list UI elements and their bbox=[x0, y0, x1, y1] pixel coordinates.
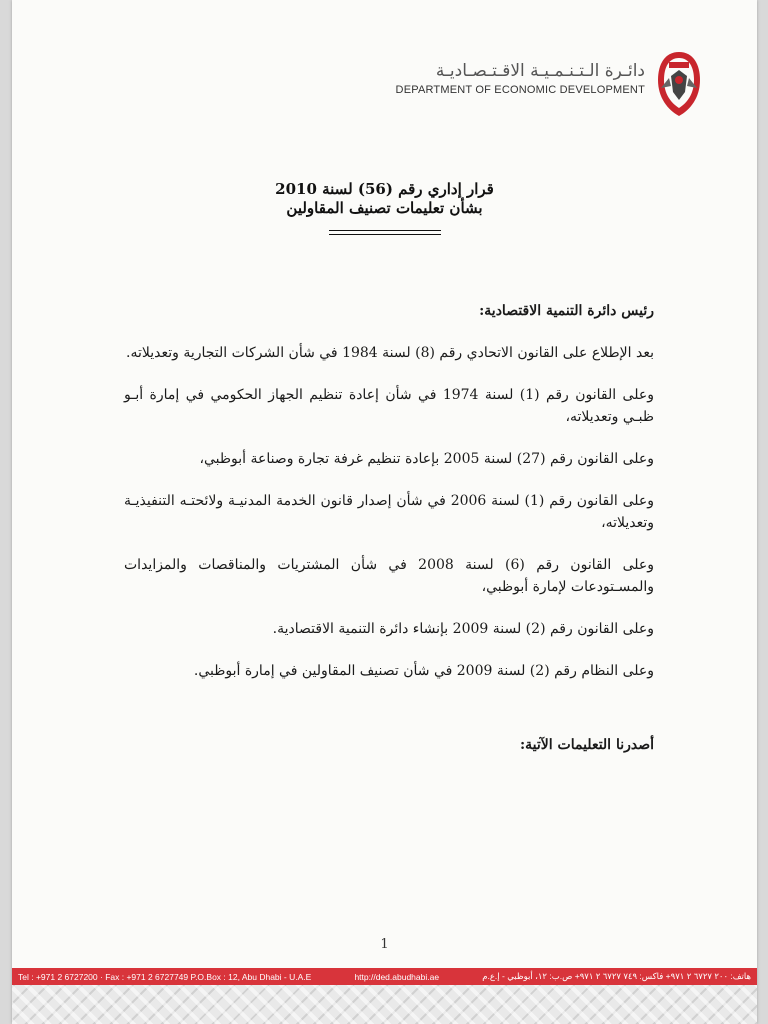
document-body bbox=[124, 300, 654, 776]
footer-website-link[interactable]: http://ded.abudhabi.ae bbox=[354, 971, 440, 982]
recital-paragraph: بعد الإطلاع على القانون الاتحادي رقم (8) لسنة 1984 في شأن الشركات التجارية وتعديلاته. bbox=[126, 345, 654, 361]
letterhead bbox=[396, 60, 645, 96]
title-line-1: قرار إداري رقم (56) لسنة 2010 bbox=[275, 180, 494, 198]
department-name-english: DEPARTMENT OF ECONOMIC DEVELOPMENT bbox=[395, 84, 645, 96]
title-underline-2 bbox=[329, 234, 441, 235]
title-underline bbox=[329, 230, 441, 231]
department-name-arabic: دائـرة الـتـنـمـيـة الاقـتـصـاديـة bbox=[435, 61, 645, 81]
footer-contact-arabic: هاتف: ٢٠٠ ٦٧٢٧ ٢ ٩٧١+ فاكس: ٧٤٩ ٦٧٢٧ ٢ ٩٧١+ ص.ب: ١٢، أبوظبي - إ.ع.م bbox=[482, 971, 751, 981]
page-number: 1 bbox=[380, 937, 389, 952]
recital-paragraph: وعلى القانون رقم (2) لسنة 2009 بإنشاء دائرة التنمية الاقتصادية. bbox=[272, 621, 654, 637]
recital-paragraph: وعلى القانون رقم (27) لسنة 2005 بإعادة تنظيم غرفة تجارة وصناعة أبوظبي، bbox=[199, 451, 654, 467]
issued-heading: أصدرنا التعليمات الآتية: bbox=[520, 737, 654, 753]
recital-paragraph: وعلى القانون رقم (6) لسنة 2008 في شأن المشتريات والمناقصات والمزايدات والمسـتودعات لإمارة أبوظبي، bbox=[124, 557, 654, 595]
recital-paragraph: وعلى النظام رقم (2) لسنة 2009 في شأن تصنيف المقاولين في إمارة أبوظبي. bbox=[193, 663, 654, 679]
decision-title bbox=[12, 180, 757, 235]
footer-contact-bar bbox=[12, 968, 757, 985]
recital-paragraph: وعلى القانون رقم (1) لسنة 1974 في شأن إعادة تنظيم الجهاز الحكومي في إمارة أبـو ظبـي وتعديلاته، bbox=[124, 387, 654, 425]
document-page bbox=[12, 0, 757, 1024]
footer-contact-english: Tel : +971 2 6727200 · Fax : +971 2 6727749 P.O.Box : 12, Abu Dhabi - U.A.E bbox=[18, 971, 312, 982]
recital-paragraph: وعلى القانون رقم (1) لسنة 2006 في شأن إصدار قانون الخدمة المدنيـة ولائحتـه التنفيذيـة وتعديلاته، bbox=[124, 493, 654, 531]
preamble-heading: رئيس دائرة التنمية الاقتصادية: bbox=[479, 303, 654, 319]
abu-dhabi-emblem-icon bbox=[657, 50, 701, 118]
title-line-2: بشأن تعليمات تصنيف المقاولين bbox=[286, 199, 483, 217]
footer-pattern bbox=[12, 985, 757, 1024]
